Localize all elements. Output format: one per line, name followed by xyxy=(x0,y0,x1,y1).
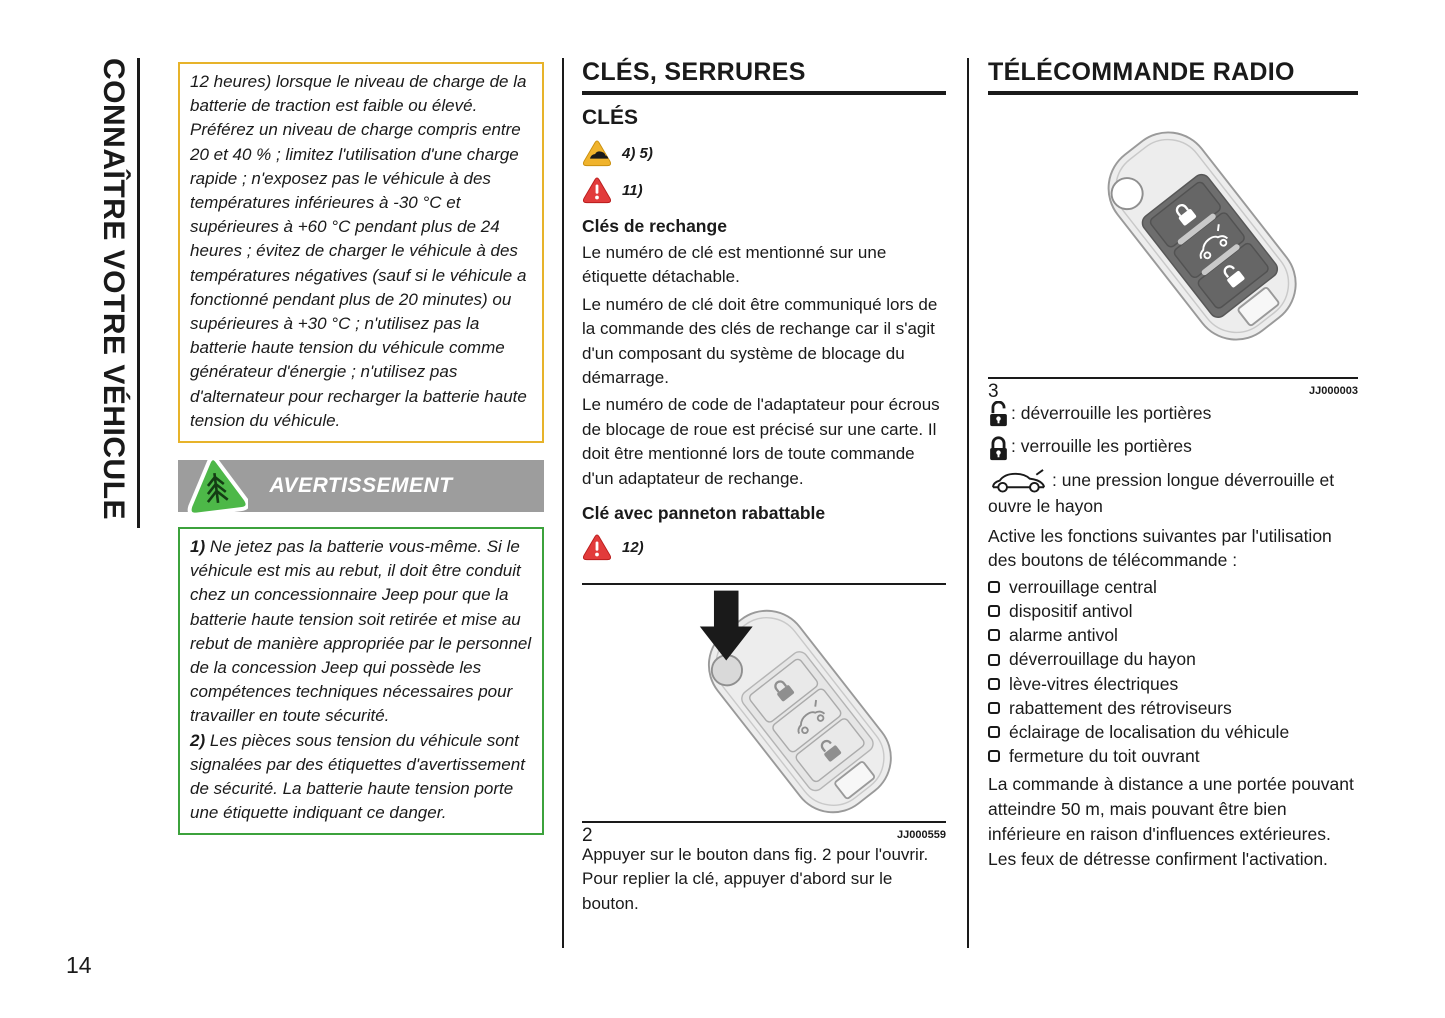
checkbox-bullet-icon xyxy=(988,678,1000,690)
figure-code: JJ000559 xyxy=(897,829,946,842)
figure-number: 2 xyxy=(582,825,593,847)
list-item-text: fermeture du toit ouvrant xyxy=(1009,746,1200,767)
list-item-text: dispositif antivol xyxy=(1009,601,1133,622)
list-item xyxy=(988,599,1358,623)
charging-note-box xyxy=(178,62,544,443)
middle-column xyxy=(582,58,946,919)
list-item-text: lève-vitres électriques xyxy=(1009,673,1179,694)
functions-intro: Active les fonctions suivantes par l'utilisation des boutons de télécommande : xyxy=(988,526,1332,571)
function-row-unlock xyxy=(988,401,1358,427)
left-column xyxy=(178,62,544,835)
list-item xyxy=(988,623,1358,647)
figure-number: 3 xyxy=(988,381,999,402)
checkbox-bullet-icon xyxy=(988,629,1000,641)
chapter-title: CONNAÎTRE VOTRE VÉHICULE xyxy=(96,58,140,528)
unlock-icon xyxy=(988,401,1009,427)
warning-reference-row xyxy=(582,139,946,167)
warning-reference-label: 12) xyxy=(622,538,644,556)
warning-banner xyxy=(178,460,544,512)
function-row-lock xyxy=(988,434,1358,460)
list-item-text: alarme antivol xyxy=(1009,625,1118,646)
section-title-keys-locks: CLÉS, SERRURES xyxy=(582,58,946,95)
right-column xyxy=(988,58,1358,872)
battery-warning-box xyxy=(178,527,544,835)
function-text: : déverrouille les portières xyxy=(1011,403,1212,423)
figure-caption-text: Appuyer sur le bouton dans fig. 2 pour l'ouvrir. Pour replier la clé, appuyer d'abord sur le bouton. xyxy=(582,845,929,913)
checkbox-bullet-icon xyxy=(988,750,1000,762)
warning-item-text: Les pièces sous tension du véhicule sont signalées par des étiquettes d'avertissement de sécurité. La batterie haute tension porte une étiquette indiquant ce danger. xyxy=(190,730,525,823)
function-row-tailgate xyxy=(988,468,1358,518)
subsection-title-keys: CLÉS xyxy=(582,106,639,129)
topic-flip-key: Clé avec panneton rabattable xyxy=(582,503,826,524)
column-divider xyxy=(562,58,564,948)
figure-caption-row xyxy=(988,381,1358,403)
flip-key-image xyxy=(594,585,934,821)
paragraph: Le numéro de code de l'adaptateur pour écrous de blocage de roue est précisé sur une carte. Il doit être mentionné lors de toute commande d'un adaptateur de rechange. xyxy=(582,395,940,488)
column-divider xyxy=(967,58,969,948)
warning-banner-label: AVERTISSEMENT xyxy=(269,474,453,498)
page-number: 14 xyxy=(66,952,92,978)
figure-code: JJ000003 xyxy=(1309,385,1358,397)
list-item xyxy=(988,696,1358,720)
topic-spare-keys: Clés de rechange xyxy=(582,216,727,236)
list-item-text: rabattement des rétroviseurs xyxy=(1009,697,1232,718)
list-item-text: déverrouillage du hayon xyxy=(1009,649,1196,670)
checkbox-bullet-icon xyxy=(988,654,1000,666)
checkbox-bullet-icon xyxy=(988,581,1000,593)
range-note: La commande à distance a une portée pouvant atteindre 50 m, mais pouvant être bien inférieure en raison d'influences extérieures. Les feux de détresse confirment l'activation. xyxy=(988,774,1354,869)
charging-note-text: 12 heures) lorsque le niveau de charge de la batterie de traction est faible ou élevé. Préférez un niveau de charge compris entre 20 et 40 % ; limitez l'utilisation d'une charge rapide ; n'exposez pas le véhicule à des températures inférieures à -30 °C et supérieures à +60 °C pendant plus de 24 heures ; évitez de charger le véhicule à des températures négatives (sauf si le véhicule a fonctionné pendant plus de 20 minutes) ou supérieures à +30 °C ; n'utilisez pas la batterie haute tension du véhicule comme générateur d'énergie ; n'utilisez pas d'alternateur pour recharger la batterie haute tension du véhicule. xyxy=(190,72,527,430)
list-item-text: verrouillage central xyxy=(1009,576,1157,597)
warning-item-text: Ne jetez pas la batterie vous-même. Si le véhicule est mis au rebut, il doit être conduit chez un concessionnaire Jeep pour que la batterie haute tension soit retirée et mise au rebut de manière appropriée par le personnel de la concession Jeep qui possède les compétences techniques nécessaires pour travailler en toute sécurité. xyxy=(190,537,532,726)
paragraph: Le numéro de clé est mentionné sur une étiquette détachable. xyxy=(582,243,887,287)
checkbox-bullet-icon xyxy=(988,702,1000,714)
figure-flip-key xyxy=(582,583,946,823)
warning-reference-row xyxy=(582,176,946,204)
car-tailgate-icon xyxy=(988,469,1050,494)
eco-warning-triangle-icon xyxy=(184,455,248,517)
list-item xyxy=(988,672,1358,696)
warning-reference-label: 11) xyxy=(622,181,643,199)
list-item-text: éclairage de localisation du véhicule xyxy=(1009,722,1290,743)
lock-icon xyxy=(988,435,1009,461)
section-title-remote: TÉLÉCOMMANDE RADIO xyxy=(988,58,1358,95)
function-text: : verrouille les portières xyxy=(1011,436,1192,457)
list-item xyxy=(988,744,1358,768)
list-item xyxy=(988,720,1358,744)
paragraph: Le numéro de clé doit être communiqué lors de la commande des clés de rechange car il s'agit d'un composant du système de blocage du démarrage. xyxy=(582,294,938,388)
warning-item-number: 2) xyxy=(190,730,206,750)
checkbox-bullet-icon xyxy=(988,726,1000,738)
warning-reference-label: 4) 5) xyxy=(622,144,653,162)
checkbox-bullet-icon xyxy=(988,605,1000,617)
functions-list xyxy=(988,575,1358,769)
list-item xyxy=(988,647,1358,671)
list-item xyxy=(988,575,1358,599)
warning-reference-row xyxy=(582,533,946,561)
figure-remote-key xyxy=(988,95,1358,379)
danger-triangle-icon xyxy=(582,177,612,204)
danger-triangle-icon xyxy=(582,534,612,561)
warning-item-number: 1) xyxy=(190,537,206,557)
function-text: : une pression longue déverrouille et ouvre le hayon xyxy=(988,469,1335,516)
caution-triangle-icon xyxy=(582,140,612,167)
remote-key-image xyxy=(1008,95,1338,377)
